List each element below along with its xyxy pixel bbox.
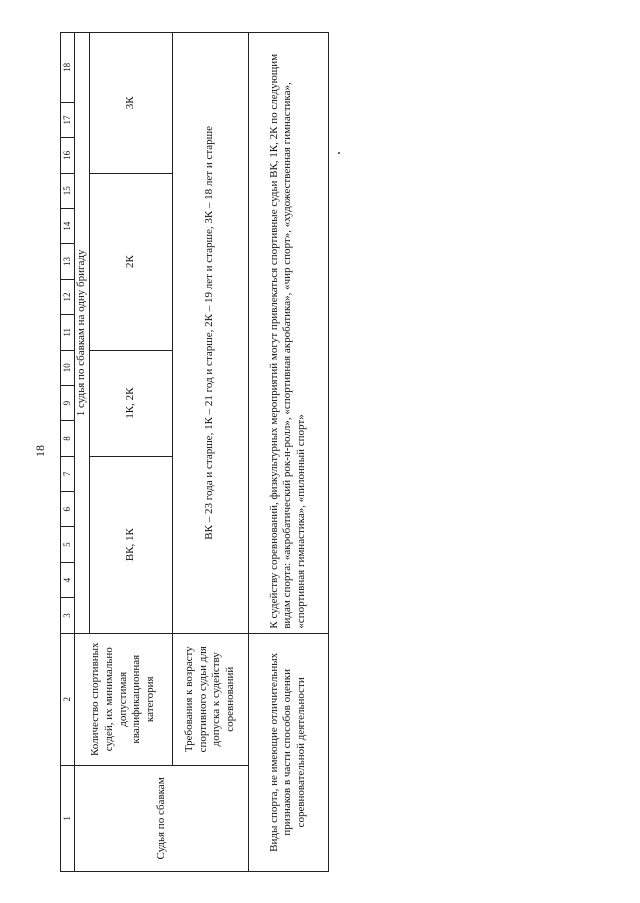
- category-cell: 1К, 2К: [89, 350, 172, 456]
- col-num: 8: [61, 421, 75, 456]
- age-requirements: ВК – 23 года и старше, 1К – 21 год и старше, 2К – 19 лет и старше, 3К – 18 лет и старше: [172, 33, 248, 634]
- col-num: 15: [61, 173, 75, 208]
- judge-cell: Судья по сбавкам: [75, 765, 249, 871]
- col-num: 6: [61, 492, 75, 527]
- category-cell: 2К: [89, 173, 172, 350]
- brigade-header-row: [75, 33, 90, 872]
- judges-table: [60, 32, 329, 872]
- row-label-count: Количество спортивных судей, их минимально допустимая квалификационная категория: [75, 633, 173, 765]
- col-num: 13: [61, 244, 75, 279]
- category-cell: ВК, 1К: [89, 456, 172, 633]
- sports-label: Виды спорта, не имеющие отличительных признаков в части способов оценки соревновательной деятельности: [248, 633, 328, 871]
- row-label-age: Требования к возрасту спортивного судьи для допуска к судейству соревнований: [172, 633, 248, 765]
- brigade-header: 1 судья по сбавкам на одну бригаду: [75, 33, 90, 634]
- col-num: 9: [61, 385, 75, 420]
- age-row: [172, 33, 248, 872]
- column-number-row: [61, 33, 75, 872]
- col-num: 16: [61, 138, 75, 173]
- col-num: 5: [61, 527, 75, 562]
- page-number: 18: [33, 445, 47, 457]
- col-num: 12: [61, 279, 75, 314]
- col-num: 7: [61, 456, 75, 491]
- sports-row: [248, 33, 328, 872]
- col-num: 3: [61, 598, 75, 633]
- col-num: 11: [61, 315, 75, 350]
- col-num: 17: [61, 102, 75, 137]
- col-num: 1: [61, 765, 75, 871]
- col-num: 14: [61, 208, 75, 243]
- col-num: 2: [61, 633, 75, 765]
- col-num: 18: [61, 33, 75, 103]
- col-num: 10: [61, 350, 75, 385]
- rotated-table-wrapper: [60, 32, 325, 872]
- col-num: 4: [61, 562, 75, 597]
- sports-text: К судейству соревнований, физкультурных мероприятий могут привлекаться спортивные судьи ВК, 1К, 2К по следующим видам спорта: «акробатический рок-н-ролл», «спортивная акробатика», «чир спорт», «художественная гимнастика», «спортивная гимнастика», «пилонный спорт»: [248, 33, 328, 634]
- category-cell: 3К: [89, 33, 172, 174]
- scan-speck: [338, 152, 340, 154]
